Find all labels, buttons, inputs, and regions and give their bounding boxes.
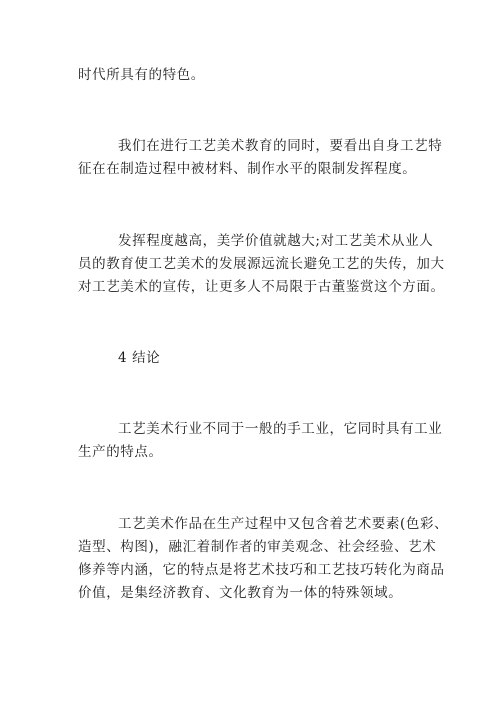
text-line: 生产的特点。 bbox=[78, 444, 163, 460]
text-line: 修养等内涵，它的特点是将艺术技巧和工艺技巧转化为商品 bbox=[78, 562, 445, 578]
paragraph-aesthetic-value bbox=[78, 230, 445, 299]
section-heading-conclusion bbox=[78, 347, 430, 370]
text-line: 我们在进行工艺美术教育的同时，要看出自身工艺特 bbox=[118, 138, 443, 154]
paragraph-education-awareness bbox=[78, 135, 443, 181]
text-line: 价值，是集经济教育、文化教育为一体的特殊领域。 bbox=[78, 585, 403, 601]
text-line: 员的教育使工艺美术的发展源远流长避免工艺的失传，加大 bbox=[78, 256, 445, 272]
text-line: 工艺美术行业不同于一般的手工业，它同时具有工业 bbox=[118, 421, 443, 437]
text-line: 对工艺美术的宣传，让更多人不局限于古董鉴赏这个方面。 bbox=[78, 279, 445, 295]
text-line: 造型、构图)，融汇着制作者的审美观念、社会经验、艺术 bbox=[78, 539, 437, 555]
text-line: 发挥程度越高，美学价值就越大;对工艺美术从业人 bbox=[118, 233, 434, 249]
text-line: 征在在制造过程中被材料、制作水平的限制发挥程度。 bbox=[78, 161, 417, 177]
text-line: 时代所具有的特色。 bbox=[78, 67, 205, 83]
text-line: 工艺美术作品在生产过程中又包含着艺术要素(色彩、 bbox=[118, 516, 449, 532]
paragraph-industry-nature bbox=[78, 418, 443, 464]
paragraph-continuation bbox=[78, 64, 430, 87]
heading-text: 4 结论 bbox=[118, 350, 161, 366]
paragraph-artwork-characteristics bbox=[78, 513, 449, 605]
